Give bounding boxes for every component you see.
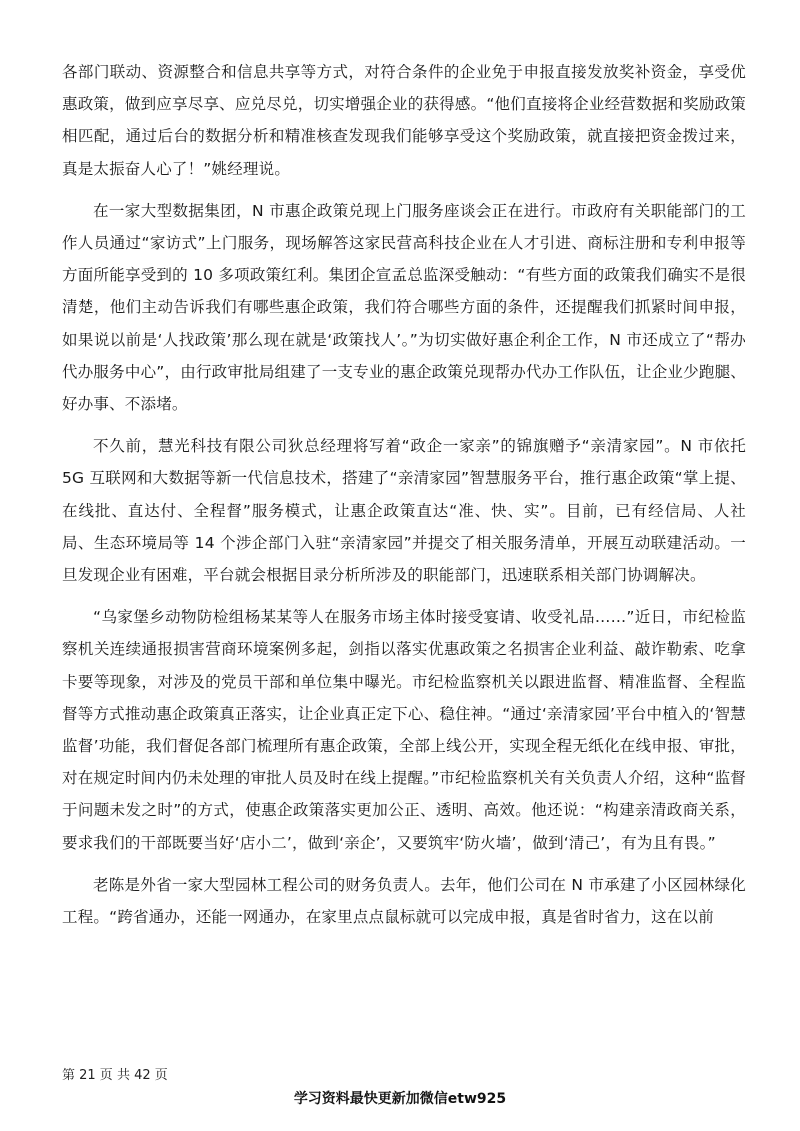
paragraph-1: 各部门联动、资源整合和信息共享等方式，对符合条件的企业免于申报直接发放奖补资金，享受优惠政策，做到应享尽享、应兑尽兑，切实增强企业的获得感。“他们直接将企业经营数据和奖励政策相匹配，通过后台的数据分析和精准核查发现我们能够享受这个奖励政策，就直接把资金拨过来，真是太振奋人心了！”姚经理说。 [62,63,746,178]
watermark-text: 学习资料最快更新加微信etw925 [293,1091,507,1107]
paragraph-5: 老陈是外省一家大型园林工程公司的财务负责人。去年，他们公司在 N 市承建了小区园林绿化工程。“跨省通办，还能一网通办，在家里点点鼠标就可以完成申报，真是省时省力，这在以前 [62,875,746,927]
page-number: 第 21 页 共 42 页 [62,1068,168,1083]
paragraph-4: “乌家堡乡动物防检组杨某某等人在服务市场主体时接受宴请、收受礼品……”近日，市纪检监察机关连续通报损害营商环境案例多起，剑指以落实优惠政策之名损害企业利益、敲诈勒索、吃拿卡要等现象，对涉及的党员干部和单位集中曝光。市纪检监察机关以跟进监督、精准监督、全程监督等方式推动惠企政策真正落实，让企业真正定下心、稳住神。“通过‘亲清家园’平台中植入的‘智慧监督’功能，我们督促各部门梳理所有惠企政策，全部上线公开，实现全程无纸化在线申报、审批，对在规定时间内仍未处理的审批人员及时在线上提醒。”市纪检监察机关有关负责人介绍，这种“监督于问题未发之时”的方式，使惠企政策落实更加公正、透明、高效。他还说：“构建亲清政商关系，要求我们的干部既要当好‘店小二’，做到‘亲企’，又要筑牢‘防火墙’，做到‘清己’，有为且有畏。” [62,608,746,852]
paragraph-3: 不久前，慧光科技有限公司狄总经理将写着“政企一家亲”的锦旗赠予“亲清家园”。N 市依托 5G 互联网和大数据等新一代信息技术，搭建了“亲清家园”智慧服务平台，推行惠企政策“掌上提、在线批、直达付、全程督”服务模式，让惠企政策直达“准、快、实”。目前，已有经信局、人社局、生态环境局等 14 个涉企部门入驻“亲清家园”并提交了相关服务清单，开展互动联建活动。一旦发现企业有困难，平台就会根据目录分析所涉及的职能部门，迅速联系相关部门协调解决。 [62,437,746,585]
document-body [62,56,746,933]
paragraph-2: 在一家大型数据集团，N 市惠企政策兑现上门服务座谈会正在进行。市政府有关职能部门的工作人员通过“家访式”上门服务，现场解答这家民营高科技企业在人才引进、商标注册和专利申报等方面所能享受到的 10 多项政策红利。集团企宣孟总监深受触动：“有些方面的政策我们确实不是很清楚，他们主动告诉我们有哪些惠企政策，我们符合哪些方面的条件，还提醒我们抓紧时间申报，如果说以前是‘人找政策’那么现在就是‘政策找人’。”为切实做好惠企利企工作，N 市还成立了“帮办代办服务中心”，由行政审批局组建了一支专业的惠企政策兑现帮办代办工作队伍，让企业少跑腿、好办事、不添堵。 [62,201,746,414]
